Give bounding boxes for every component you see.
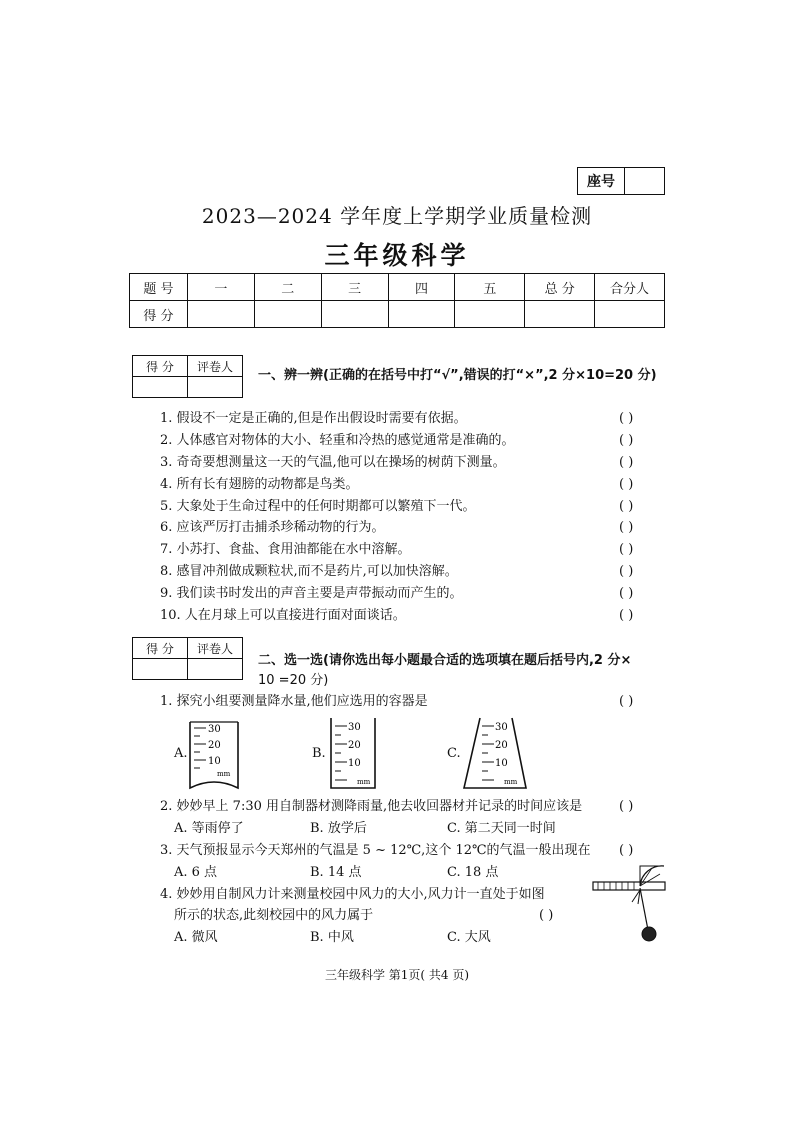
scale-label: 30 [208, 724, 221, 735]
grader-score-label: 得 分 [133, 356, 188, 377]
subject-title: 三年级科学 [324, 241, 470, 270]
seat-number-box [577, 167, 665, 195]
score-table-row-label: 题 号 [130, 274, 188, 301]
scale-label: 10 [208, 756, 221, 767]
q1-option-b-label: B. [312, 746, 326, 761]
scale-unit: mm [504, 778, 518, 786]
answer-parentheses[interactable]: ( ) [619, 520, 634, 535]
section2-question: 1. 探究小组要测量降水量,他们应选用的容器是 [160, 694, 428, 709]
score-table [129, 273, 665, 328]
score-table-col-1: 一 [187, 274, 254, 301]
q1-option-a-label: A. [174, 746, 188, 761]
answer-parentheses[interactable]: ( ) [619, 477, 634, 492]
scale-label: 20 [348, 740, 361, 751]
scale-label: 30 [495, 722, 508, 733]
answer-parentheses[interactable]: ( ) [619, 586, 634, 601]
section2-question: 4. 妙妙用自制风力计来测量校园中风力的大小,风力计一直处于如图 [160, 887, 545, 902]
score-cell[interactable] [187, 301, 254, 328]
q1-container-c-funnel-icon [460, 716, 530, 796]
scale-label: 30 [348, 722, 361, 733]
section1-question: 4. 所有长有翅膀的动物都是鸟类。 [160, 477, 359, 492]
section2-question: 2. 妙妙早上 7:30 用自制器材测降雨量,他去收回器材并记录的时间应该是 [160, 799, 583, 814]
answer-parentheses[interactable]: ( ) [619, 564, 634, 579]
grader-score-cell[interactable] [133, 377, 188, 398]
q2-option-b: B. 放学后 [310, 821, 367, 836]
q4-option-b: B. 中风 [310, 930, 354, 945]
section2-grader-box [132, 637, 243, 680]
page-footer: 三年级科学 第1页( 共4 页) [324, 968, 470, 982]
score-table-row-label: 得 分 [130, 301, 188, 328]
answer-parentheses[interactable]: ( ) [619, 694, 634, 709]
answer-parentheses[interactable]: ( ) [539, 908, 554, 923]
section1-question: 7. 小苏打、食盐、食用油都能在水中溶解。 [160, 542, 411, 557]
q3-option-a: A. 6 点 [174, 865, 218, 880]
section2-question-cont: 所示的状态,此刻校园中的风力属于 [174, 908, 374, 923]
section1-grader-box [132, 355, 243, 398]
score-cell[interactable] [525, 301, 595, 328]
answer-parentheses[interactable]: ( ) [619, 433, 634, 448]
score-table-col-3: 三 [321, 274, 388, 301]
q4-option-c: C. 大风 [447, 930, 491, 945]
section1-heading: 一、辨一辨(正确的在括号中打“√”,错误的打“×”,2 分×10=20 分) [258, 368, 657, 383]
scale-label: 10 [348, 758, 361, 769]
q3-option-c: C. 18 点 [447, 865, 499, 880]
score-table-col-total: 总 分 [525, 274, 595, 301]
score-cell[interactable] [455, 301, 525, 328]
score-table-col-2: 二 [254, 274, 321, 301]
wind-gauge-diagram-icon [592, 862, 668, 946]
section1-question: 5. 大象处于生命过程中的任何时期都可以繁殖下一代。 [160, 499, 476, 514]
section1-question: 10. 人在月球上可以直接进行面对面谈话。 [160, 608, 406, 623]
section2-heading-line2: 10 =20 分) [258, 673, 329, 688]
answer-parentheses[interactable]: ( ) [619, 411, 634, 426]
seat-number-label: 座号 [578, 168, 625, 194]
grader-score-cell[interactable] [133, 659, 188, 680]
grader-name-cell[interactable] [188, 377, 243, 398]
score-table-col-5: 五 [455, 274, 525, 301]
answer-parentheses[interactable]: ( ) [619, 542, 634, 557]
section1-question: 9. 我们读书时发出的声音主要是声带振动而产生的。 [160, 586, 463, 601]
q2-option-c: C. 第二天同一时间 [447, 821, 556, 836]
exam-year-title: 2023—2024 学年度上学期学业质量检测 [201, 204, 593, 228]
q2-option-a: A. 等雨停了 [174, 821, 244, 836]
q1-container-a-jar-icon [184, 716, 244, 796]
grader-name-label: 评卷人 [188, 356, 243, 377]
answer-parentheses[interactable]: ( ) [619, 843, 634, 858]
q4-option-a: A. 微风 [174, 930, 218, 945]
answer-parentheses[interactable]: ( ) [619, 499, 634, 514]
seat-number-value[interactable] [625, 168, 664, 194]
score-table-col-4: 四 [388, 274, 455, 301]
grader-name-cell[interactable] [188, 659, 243, 680]
q1-container-b-cylinder-icon [323, 716, 383, 796]
grader-score-label: 得 分 [133, 638, 188, 659]
section1-question: 3. 奇奇要想测量这一天的气温,他可以在操场的树荫下测量。 [160, 455, 506, 470]
score-cell[interactable] [321, 301, 388, 328]
section1-question: 2. 人体感官对物体的大小、轻重和冷热的感觉通常是准确的。 [160, 433, 515, 448]
scale-label: 20 [208, 740, 221, 751]
section1-question: 8. 感冒冲剂做成颗粒状,而不是药片,可以加快溶解。 [160, 564, 458, 579]
scale-unit: mm [357, 778, 371, 786]
section1-question: 6. 应该严厉打击捕杀珍稀动物的行为。 [160, 520, 385, 535]
section2-heading-line1: 二、选一选(请你选出每小题最合适的选项填在题后括号内,2 分× [258, 653, 632, 668]
score-table-col-tallier: 合分人 [595, 274, 665, 301]
grader-name-label: 评卷人 [188, 638, 243, 659]
score-cell[interactable] [388, 301, 455, 328]
section2-question: 3. 天气预报显示今天郑州的气温是 5 ~ 12℃,这个 12℃的气温一般出现在 [160, 843, 591, 858]
score-cell[interactable] [595, 301, 665, 328]
section1-question: 1. 假设不一定是正确的,但是作出假设时需要有依据。 [160, 411, 467, 426]
score-table-score-row [130, 301, 665, 328]
score-cell[interactable] [254, 301, 321, 328]
answer-parentheses[interactable]: ( ) [619, 455, 634, 470]
q1-option-c-label: C. [447, 746, 461, 761]
answer-parentheses[interactable]: ( ) [619, 799, 634, 814]
scale-label: 20 [495, 740, 508, 751]
scale-label: 10 [495, 758, 508, 769]
answer-parentheses[interactable]: ( ) [619, 608, 634, 623]
score-table-header-row [130, 274, 665, 301]
q3-option-b: B. 14 点 [310, 865, 362, 880]
scale-unit: mm [217, 770, 231, 778]
